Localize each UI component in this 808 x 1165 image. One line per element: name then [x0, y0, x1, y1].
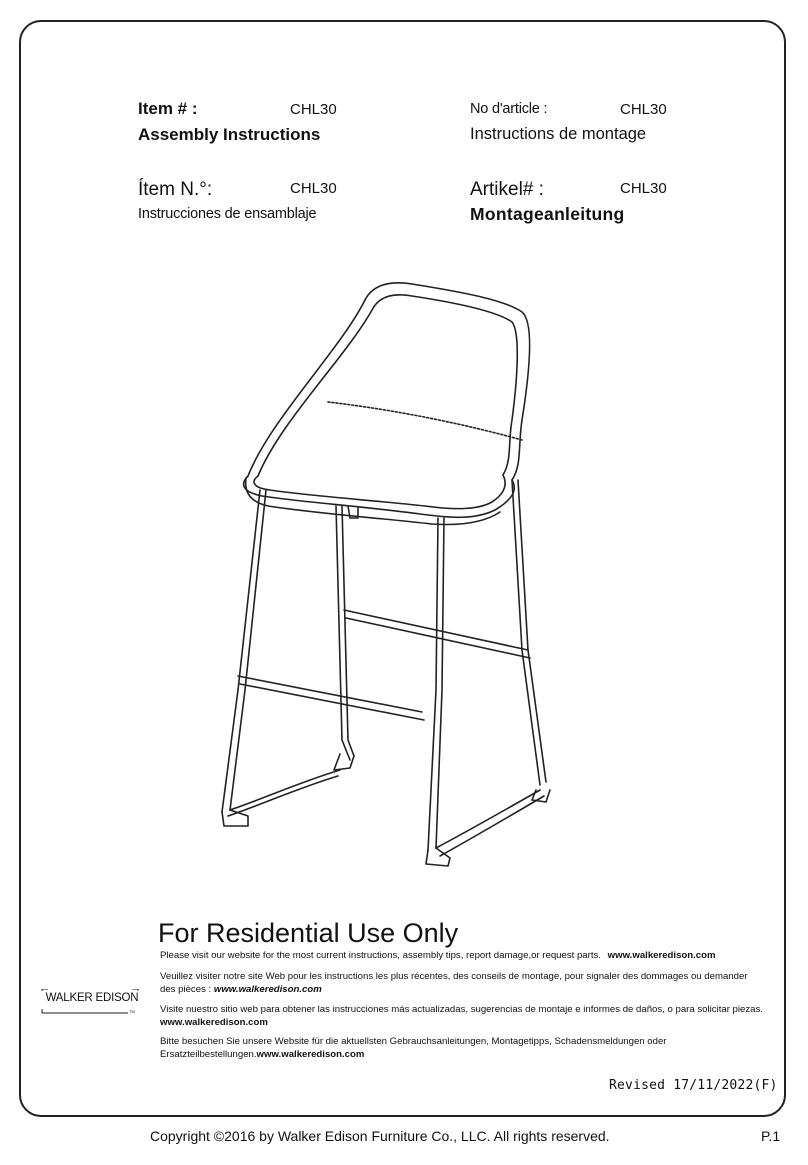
notice-de-text: Bitte besuchen Sie unsere Website für die aktuellsten Gebrauchsanleitungen, Montagetipps, Schadensmeldungen oder Ersatzteilbestellungen.	[160, 1036, 667, 1060]
notice-en-text: Please visit our website for the most current instructions, assembly tips, report damage,or request parts.	[160, 950, 601, 961]
notice-fr	[160, 970, 765, 996]
notice-en-link[interactable]: www.walkeredison.com	[607, 950, 716, 961]
title-es: Instrucciones de ensamblaje	[138, 206, 317, 222]
item-label-de: Artikel# :	[470, 179, 544, 200]
notice-fr-link[interactable]: www.walkeredison.com	[213, 984, 322, 995]
logo-text: WALKER EDISON	[45, 992, 139, 1004]
bar-stool-illustration	[200, 270, 560, 870]
item-code-fr: CHL30	[620, 101, 667, 118]
item-code-de: CHL30	[620, 180, 667, 197]
revision-date: Revised 17/11/2022(F)	[609, 1078, 778, 1093]
item-label-fr: No d'article :	[470, 101, 548, 117]
notice-es-text: Visite nuestro sitio web para obtener las instrucciones más actualizadas, sugerencias de montaje e informes de daños, o para solicitar piezas.	[160, 1004, 763, 1015]
notice-de-link[interactable]: www.walkeredison.com	[256, 1049, 365, 1060]
item-label-es: Ítem N.°:	[138, 179, 213, 200]
title-en: Assembly Instructions	[138, 125, 321, 144]
title-fr: Instructions de montage	[470, 125, 647, 143]
item-code-en: CHL30	[290, 101, 337, 118]
walker-edison-logo	[40, 989, 144, 1019]
page-number: P.1	[761, 1128, 781, 1144]
title-de: Montageanleitung	[470, 204, 625, 224]
notice-en	[160, 949, 765, 962]
item-code-es: CHL30	[290, 180, 337, 197]
copyright-text: Copyright ©2016 by Walker Edison Furniture Co., LLC. All rights reserved.	[150, 1128, 610, 1144]
notice-es	[160, 1003, 765, 1029]
logo-frame-icon	[40, 989, 144, 1019]
notice-de	[160, 1035, 765, 1061]
residential-use-heading: For Residential Use Only	[158, 918, 459, 948]
logo-tm: TM	[129, 1009, 135, 1014]
notice-es-link[interactable]: www.walkeredison.com	[160, 1017, 268, 1028]
notice-fr-text: Veuillez visiter notre site Web pour les instructions les plus récentes, des conseils de montage, pour signaler des dommages ou demander des pièces :	[160, 971, 748, 995]
item-label-en: Item # :	[138, 99, 198, 118]
